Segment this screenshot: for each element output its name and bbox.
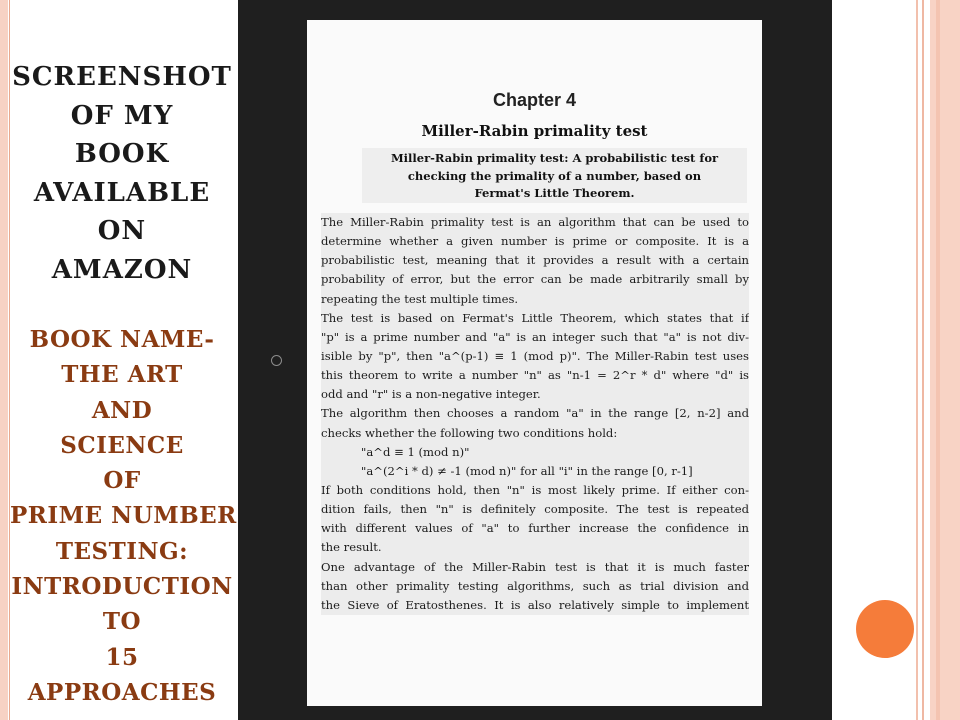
body-line: "p" is a prime number and "a" is an integer such that "a" is not div- [321, 329, 749, 344]
body-line: odd and "r" is a non-negative integer. [321, 387, 541, 402]
body-line: this theorem to write a number "n" as "n-1 = 2^r * d" where "d" is [321, 368, 749, 383]
book-name-line: TESTING: [55, 537, 189, 565]
book-name-line: OF [103, 467, 141, 495]
body-line: probabilistic test, meaning that it provides a result with a certain [321, 253, 749, 268]
right-border-line-2 [922, 0, 924, 720]
circle-decoration-icon [856, 600, 914, 658]
subtitle-line: Miller-Rabin primality test: A probabilistic test for [390, 151, 719, 165]
body-line: One advantage of the Miller-Rabin test is that it is much faster [321, 559, 749, 574]
body-line: "a^(2^i * d) ≠ -1 (mod n)" for all "i" in the range [0, r-1] [361, 463, 693, 478]
book-name-line: SCIENCE [60, 431, 184, 459]
right-border-inner-stripe [936, 0, 940, 720]
body-line: probability of error, but the error can be made arbitrarily small by [321, 272, 749, 287]
body-line: The test is based on Fermat's Little Theorem, which states that if [321, 310, 749, 325]
book-name-line: AND [91, 396, 153, 424]
home-button-icon[interactable] [271, 355, 282, 366]
chapter-title: Miller-Rabin primality test [421, 122, 648, 140]
screenshot-caption [12, 58, 232, 289]
book-name-line: APPROACHES [27, 678, 217, 706]
body-line: The algorithm then chooses a random "a" in the range [2, n-2] and [321, 406, 749, 421]
body-line: than other primality testing algorithms, such as trial division and [321, 578, 749, 593]
caption-line: OF MY [70, 100, 174, 131]
caption-line: AVAILABLE [33, 177, 211, 208]
caption-line: ON [97, 216, 147, 246]
right-border-line-1 [916, 0, 918, 720]
body-line: the result. [321, 540, 382, 555]
body-line: isible by "p", then "a^(p-1) ≡ 1 (mod p)". The Miller-Rabin test uses [321, 348, 749, 363]
body-line: with different values of "a" to further increase the confidence in [321, 521, 749, 536]
left-border-stripe [0, 0, 8, 720]
chapter-subtitle [362, 148, 747, 203]
book-name-line: TO [102, 608, 142, 636]
chapter-heading: Chapter 4 [492, 90, 577, 110]
book-name-line: 15 [105, 643, 139, 671]
book-name-line: THE ART [61, 361, 183, 389]
book-name-line: INTRODUCTION [11, 573, 233, 601]
subtitle-line: checking the primality of a number, based on [407, 168, 702, 183]
book-name-line: BOOK NAME- [29, 326, 215, 353]
subtitle-line: Fermat's Little Theorem. [474, 186, 635, 200]
ebook-page[interactable] [307, 20, 762, 706]
body-line: If both conditions hold, then "n" is most likely prime. If either con- [321, 482, 749, 497]
book-name-line: PRIME NUMBER [10, 502, 237, 530]
body-line: dition fails, then "n" is definitely composite. The test is repeated [321, 502, 749, 517]
caption-line: AMAZON [51, 254, 193, 285]
book-name-caption [10, 322, 237, 710]
right-border-stripe [930, 0, 960, 720]
body-line: "a^d ≡ 1 (mod n)" [361, 444, 470, 459]
body-text [321, 213, 749, 615]
caption-line: SCREENSHOT [12, 62, 232, 92]
caption-line: BOOK [74, 139, 170, 169]
body-line: determine whether a given number is prime or composite. It is a [321, 234, 749, 249]
body-line: repeating the test multiple times. [321, 291, 519, 306]
body-line: the Sieve of Eratosthenes. It is also relatively simple to implement [321, 597, 749, 612]
body-line: checks whether the following two conditions hold: [321, 425, 618, 440]
body-line: The Miller-Rabin primality test is an algorithm that can be used to [321, 215, 749, 229]
